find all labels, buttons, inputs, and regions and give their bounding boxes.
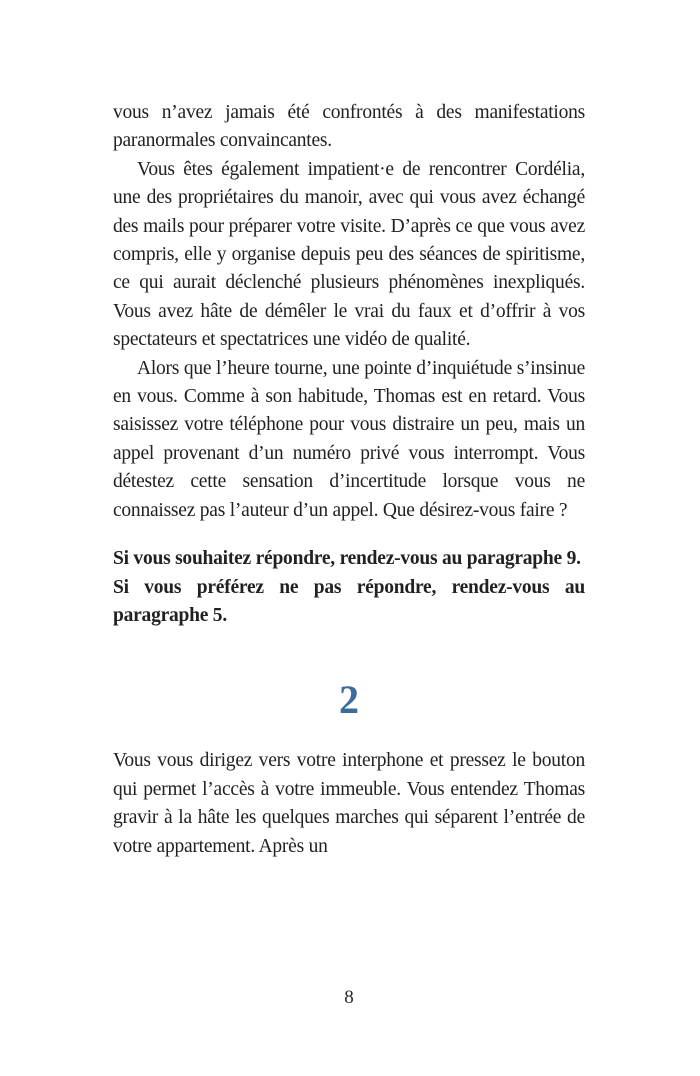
choice-ignore-call: Si vous préférez ne pas répondre, rendez-vous au paragraphe 5. [113,576,585,626]
text-block [113,99,585,861]
body-paragraph-section-2: Vous vous dirigez vers votre interphone et pressez le bouton qui permet l’accès à votre immeuble. Vous entendez Thomas gravir à la hâte les quelques marches qui séparent l’entrée de votre appartement. Après un [113,750,585,857]
choices-block [113,545,585,630]
choice-answer-call: Si vous souhaitez répondre, rendez-vous au paragraphe 9. [113,548,581,570]
body-paragraph-continuation: vous n’avez jamais été confrontés à des manifestations paranormales convaincantes. [113,102,585,152]
page-number: 8 [344,987,354,1008]
body-paragraph: Vous êtes également impatient·e de rencontrer Cordélia, une des propriétaires du manoir, avec qui vous avez échangé des mails pour préparer votre visite. D’après ce que vous avez compris, elle y organise depuis peu des séances de spiritisme, ce qui aurait déclenché plusieurs phénomènes inexpliqués. Vous avez hâte de démêler le vrai du faux et d’offrir à vos spectateurs et spectatrices une vidéo de qualité. [113,158,585,351]
section-number-heading: 2 [339,677,359,723]
body-paragraph: Alors que l’heure tourne, une pointe d’inquiétude s’insinue en vous. Comme à son habitude, Thomas est en retard. Vous saisissez votre téléphone pour vous distraire un peu, mais un appel provenant d’un numéro privé vous interrompt. Vous détestez cette sensation d’incertitude lorsque vous ne connaissez pas l’auteur d’un appel. Que désirez-vous faire ? [113,357,585,521]
